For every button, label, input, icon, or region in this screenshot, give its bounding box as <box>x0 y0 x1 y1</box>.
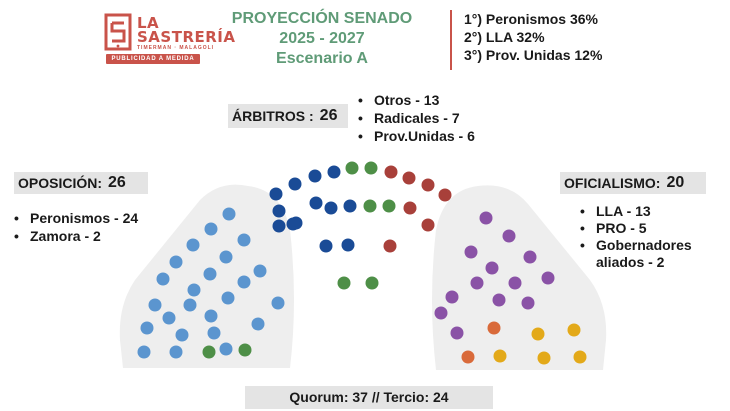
seat-lla <box>480 212 493 225</box>
list-item: • Prov.Unidas - 6 <box>358 128 475 144</box>
seat-lla <box>509 277 522 290</box>
list-item: • PRO - 5 <box>580 220 647 236</box>
seat-gobernadores-aliados <box>488 322 501 335</box>
seat-radicales <box>439 189 452 202</box>
seat-peronismos <box>208 327 221 340</box>
seat-prov-unidas <box>383 200 396 213</box>
logo-line1: LA <box>137 14 160 32</box>
seat-peronismos <box>176 329 189 342</box>
seat-lla <box>471 277 484 290</box>
seat-radicales <box>403 172 416 185</box>
seat-peronismos <box>254 265 267 278</box>
list-item: • Radicales - 7 <box>358 110 460 126</box>
seat-peronismos <box>170 346 183 359</box>
seat-peronismos <box>220 251 233 264</box>
seat-otros <box>310 197 323 210</box>
seat-prov-unidas <box>364 200 377 213</box>
seat-peronismos <box>170 256 183 269</box>
list-item: • LLA - 13 <box>580 203 651 219</box>
seat-peronismos <box>205 310 218 323</box>
seat-lla <box>522 297 535 310</box>
seat-pro <box>532 328 545 341</box>
seat-otros <box>325 202 338 215</box>
seat-lla <box>493 294 506 307</box>
logo-tagline: TIMERMAN · MALAGOLI <box>137 45 215 51</box>
seat-gobernadores-aliados <box>462 351 475 364</box>
seat-prov-unidas <box>338 277 351 290</box>
seat-peronismos <box>141 322 154 335</box>
seat-lla <box>435 307 448 320</box>
seat-peronismos <box>220 343 233 356</box>
seat-peronismos <box>184 299 197 312</box>
seat-otros <box>328 166 341 179</box>
seat-lla <box>446 291 459 304</box>
ranking-item-1: 1°) Peronismos 36% <box>464 11 598 27</box>
seat-peronismos <box>238 234 251 247</box>
seat-otros <box>273 205 286 218</box>
seat-peronismos <box>252 318 265 331</box>
arbitros-list <box>356 91 536 145</box>
seat-otros <box>320 240 333 253</box>
seat-zamora <box>239 344 252 357</box>
seat-pro <box>538 352 551 365</box>
seat-lla <box>503 230 516 243</box>
seat-pro <box>568 324 581 337</box>
seat-pro <box>574 351 587 364</box>
seat-pro <box>494 350 507 363</box>
seat-otros <box>289 178 302 191</box>
seat-radicales <box>384 240 397 253</box>
seat-otros <box>342 239 355 252</box>
oficialismo-label: OFICIALISMO: <box>564 175 661 191</box>
seat-radicales <box>422 179 435 192</box>
title-line2: 2025 - 2027 <box>279 30 365 47</box>
seat-otros <box>344 200 357 213</box>
oficialismo-label-box <box>560 172 706 194</box>
seat-radicales <box>404 202 417 215</box>
list-item: • Peronismos - 24 <box>14 210 139 226</box>
ranking-item-3: 3°) Prov. Unidas 12% <box>464 47 603 63</box>
seat-prov-unidas <box>346 162 359 175</box>
seat-radicales <box>422 219 435 232</box>
oficialismo-list <box>578 203 728 271</box>
seat-zamora <box>203 346 216 359</box>
seat-peronismos <box>238 276 251 289</box>
arbitros-total: 26 <box>319 107 338 124</box>
seat-lla <box>465 246 478 259</box>
list-item: • Gobernadores aliados - 2 <box>580 237 692 270</box>
arbitros-label-box <box>228 104 348 128</box>
oficialismo-total: 20 <box>666 174 685 191</box>
seat-peronismos <box>149 299 162 312</box>
title-line1: PROYECCIÓN SENADO <box>231 10 413 27</box>
ranking-item-2: 2°) LLA 32% <box>464 29 545 45</box>
oposicion-label: OPOSICIÓN: <box>18 175 103 191</box>
seat-prov-unidas <box>365 162 378 175</box>
arbitros-label: ÁRBITROS : <box>232 108 314 124</box>
seat-peronismos <box>222 292 235 305</box>
seat-radicales <box>385 166 398 179</box>
seat-lla <box>486 262 499 275</box>
seat-peronismos <box>204 268 217 281</box>
seat-lla <box>451 327 464 340</box>
logo-banner: PUBLICIDAD A MEDIDA <box>106 54 200 64</box>
list-item: • Otros - 13 <box>358 92 440 108</box>
seat-prov-unidas <box>366 277 379 290</box>
oposicion-label-box <box>14 172 148 194</box>
seat-peronismos <box>163 312 176 325</box>
seat-peronismos <box>188 284 201 297</box>
oposicion-list <box>12 209 212 245</box>
seat-peronismos <box>157 273 170 286</box>
seat-lla <box>524 251 537 264</box>
seat-otros <box>309 170 322 183</box>
seat-peronismos <box>138 346 151 359</box>
seat-peronismos <box>223 208 236 221</box>
seat-peronismos <box>272 297 285 310</box>
seat-lla <box>542 272 555 285</box>
seat-otros <box>287 218 300 231</box>
seat-otros <box>270 188 283 201</box>
seat-otros <box>273 220 286 233</box>
title-line3: Escenario A <box>276 50 368 67</box>
logo-line2: SASTRERÍA <box>137 28 236 46</box>
oposicion-total: 26 <box>108 174 126 191</box>
list-item: • Zamora - 2 <box>14 228 101 244</box>
quorum-label: Quorum: 37 // Tercio: 24 <box>245 386 493 409</box>
